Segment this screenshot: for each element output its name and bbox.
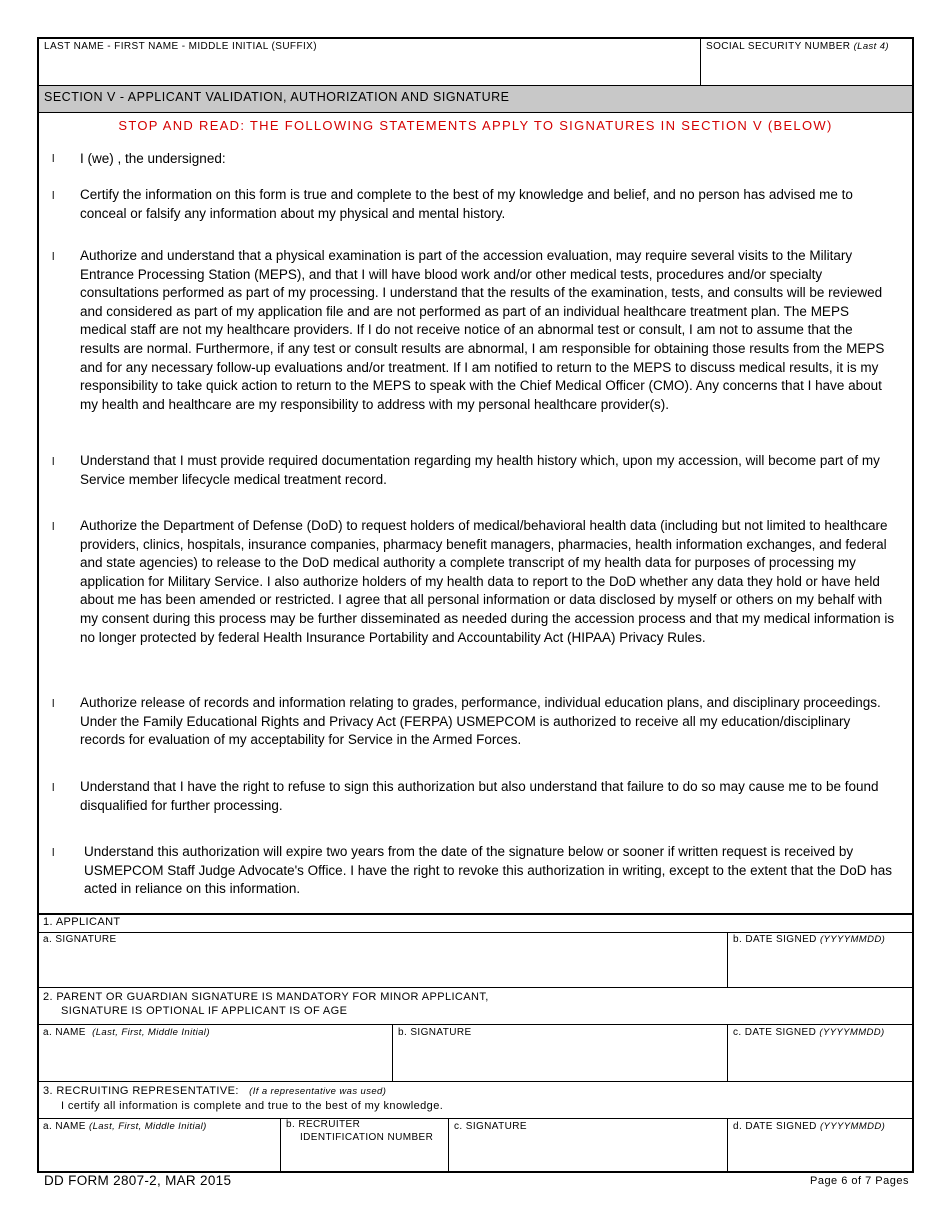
- recruiter-date-format: (YYYYMMDD): [819, 1121, 886, 1132]
- parent-signature-field[interactable]: [393, 1025, 727, 1081]
- recruiter-signature-label: c. SIGNATURE: [454, 1121, 527, 1132]
- ssn-field-label: [706, 41, 889, 52]
- applicant-date-field[interactable]: [728, 933, 914, 987]
- recruiter-id-label-line1: b. RECRUITER: [286, 1119, 361, 1130]
- statement-dod-authorization: Authorize the Department of Defense (DoD) to request holders of medical/behavioral health data (including but not limited to healthcare providers, clinics, hospitals, insurance companies, pharmacy benefit managers, pharmacies, health information exchanges, and federal and state agencies) to release to the DoD medical authority a complete transcript of my health data for purposes of processing my application for Military Service. I also authorize holders of my health data to report to the DoD whether any data they hold or have held about me has been amended or restricted. I agree that all personal information or data disclosed by myself or others on my behalf with my consent during this process may be further disseminated as needed during the accession process and that my medical information is no longer protected by federal Health Insurance Portability and Accountability Act (HIPAA) Privacy Rules.: [80, 518, 895, 645]
- applicant-date-text: b. DATE SIGNED: [733, 934, 817, 945]
- parent-heading-line1: 2. PARENT OR GUARDIAN SIGNATURE IS MANDATORY FOR MINOR APPLICANT,: [43, 991, 489, 1003]
- recruiter-id-field[interactable]: [281, 1119, 448, 1173]
- page-number: Page 6 of 7 Pages: [809, 1175, 909, 1187]
- parent-name-note: (Last, First, Middle Initial): [92, 1027, 210, 1038]
- applicant-signature-field[interactable]: [39, 933, 727, 987]
- recruiter-name-note: (Last, First, Middle Initial): [89, 1121, 207, 1132]
- parent-date-field[interactable]: [728, 1025, 914, 1081]
- section-title: SECTION V - APPLICANT VALIDATION, AUTHORIZATION AND SIGNATURE: [44, 90, 510, 104]
- statement-undersigned: I (we) , the undersigned:: [80, 151, 226, 166]
- applicant-signature-label: a. SIGNATURE: [43, 934, 117, 945]
- recruiter-heading: [43, 1085, 386, 1097]
- recruiter-top-rule: [39, 1081, 912, 1082]
- parent-date-text: c. DATE SIGNED: [733, 1027, 817, 1038]
- ssn-label-note: (Last 4): [853, 41, 889, 52]
- statement-bullet: l: [52, 698, 55, 710]
- recruiter-id-label-line2: IDENTIFICATION NUMBER: [300, 1132, 434, 1143]
- section-header: [39, 85, 912, 113]
- statement-bullet: l: [52, 153, 55, 165]
- recruiter-name-field[interactable]: [39, 1119, 280, 1173]
- statement-expiration: Understand this authorization will expire two years from the date of the signature below or sooner if written request is received by USMEPCOM Staff Judge Advocate's Office. I have the right to revoke this authorization in writing, except to the extent that the DoD has acted in reliance on this information.: [84, 844, 893, 897]
- statement-right-to-refuse: Understand that I have the right to refuse to sign this authorization but also understand that failure to do so may cause me to be found disqualified for further processing.: [80, 779, 879, 813]
- statement-physical-exam: Authorize and understand that a physical examination is part of the accession evaluation, may require several visits to the Military Entrance Processing Station (MEPS), and that I will have blood work and/or other medical tests, procedures and/or specialty consultations performed as part of my processing. I understand that the results of the examination, tests, and consults will be reviewed and considered as part of my application file and are not performed as part of an individual healthcare treatment plan. The MEPS medical staff are not my healthcare providers. If I do not receive notice of an abnormal test or consult, I am not to assume that the results are normal. Furthermore, if any test or consult results are abnormal, I am responsible for obtaining those results from the MEPS and for any necessary follow-up evaluations and/or treatment. If I am notified to return to the MEPS to discuss medical results, it is my responsibility to take quick action to return to the MEPS to speak with the Chief Medical Officer (CMO). Any concerns that I have about my health and healthcare are my responsibility to address with my personal healthcare provider(s).: [80, 248, 885, 412]
- statement-bullet: l: [52, 251, 55, 263]
- parent-heading-line2: SIGNATURE IS OPTIONAL IF APPLICANT IS OF AGE: [61, 1005, 348, 1017]
- parent-top-rule: [39, 987, 912, 988]
- recruiter-date-field[interactable]: [728, 1119, 914, 1173]
- statement-documentation: Understand that I must provide required documentation regarding my health history which, upon my accession, will become part of my Service member lifecycle medical treatment record.: [80, 453, 880, 487]
- statement-bullet: l: [52, 456, 55, 468]
- name-field[interactable]: [39, 39, 700, 85]
- recruiter-heading-note: (If a representative was used): [249, 1086, 387, 1097]
- recruiter-date-text: d. DATE SIGNED: [733, 1121, 817, 1132]
- parent-name-field[interactable]: [39, 1025, 392, 1081]
- applicant-date-format: (YYYYMMDD): [819, 934, 886, 945]
- applicant-heading: 1. APPLICANT: [43, 916, 121, 928]
- parent-date-format: (YYYYMMDD): [819, 1027, 885, 1038]
- applicant-date-label: [733, 934, 885, 945]
- parent-date-label: [733, 1027, 885, 1038]
- form-identifier: DD FORM 2807-2, MAR 2015: [44, 1173, 232, 1188]
- statement-bullet: l: [52, 521, 55, 533]
- stop-and-read-warning: STOP AND READ: THE FOLLOWING STATEMENTS APPLY TO SIGNATURES IN SECTION V (BELOW): [118, 118, 833, 133]
- name-field-label: LAST NAME - FIRST NAME - MIDDLE INITIAL (SUFFIX): [44, 41, 317, 52]
- recruiter-certify-text: I certify all information is complete and true to the best of my knowledge.: [61, 1100, 444, 1112]
- ssn-label-text: SOCIAL SECURITY NUMBER: [706, 41, 851, 52]
- statement-bullet: l: [52, 190, 55, 202]
- statement-bullet: l: [52, 847, 55, 859]
- applicant-top-rule: [39, 913, 912, 915]
- recruiter-name-label: [43, 1121, 207, 1132]
- parent-signature-label: b. SIGNATURE: [398, 1027, 472, 1038]
- parent-name-label: [43, 1027, 210, 1038]
- parent-name-text: a. NAME: [43, 1027, 86, 1038]
- recruiter-date-label: [733, 1121, 885, 1132]
- ssn-field[interactable]: [701, 39, 914, 85]
- recruiter-name-text: a. NAME: [43, 1121, 86, 1132]
- statement-certify: Certify the information on this form is true and complete to the best of my knowledge and belief, and no person has advised me to conceal or falsify any information about my physical and mental history.: [80, 187, 853, 221]
- statement-bullet: l: [52, 782, 55, 794]
- statement-records-release: Authorize release of records and information relating to grades, performance, individual education plans, and disciplinary proceedings. Under the Family Educational Rights and Privacy Act (FERPA) USMEPCOM is authorized to receive all my education/disciplinary records for evaluation of my acceptability for Service in the Armed Forces.: [80, 695, 881, 748]
- form-page: [37, 37, 914, 1173]
- recruiter-signature-field[interactable]: [449, 1119, 727, 1173]
- recruiter-heading-text: 3. RECRUITING REPRESENTATIVE:: [43, 1085, 239, 1097]
